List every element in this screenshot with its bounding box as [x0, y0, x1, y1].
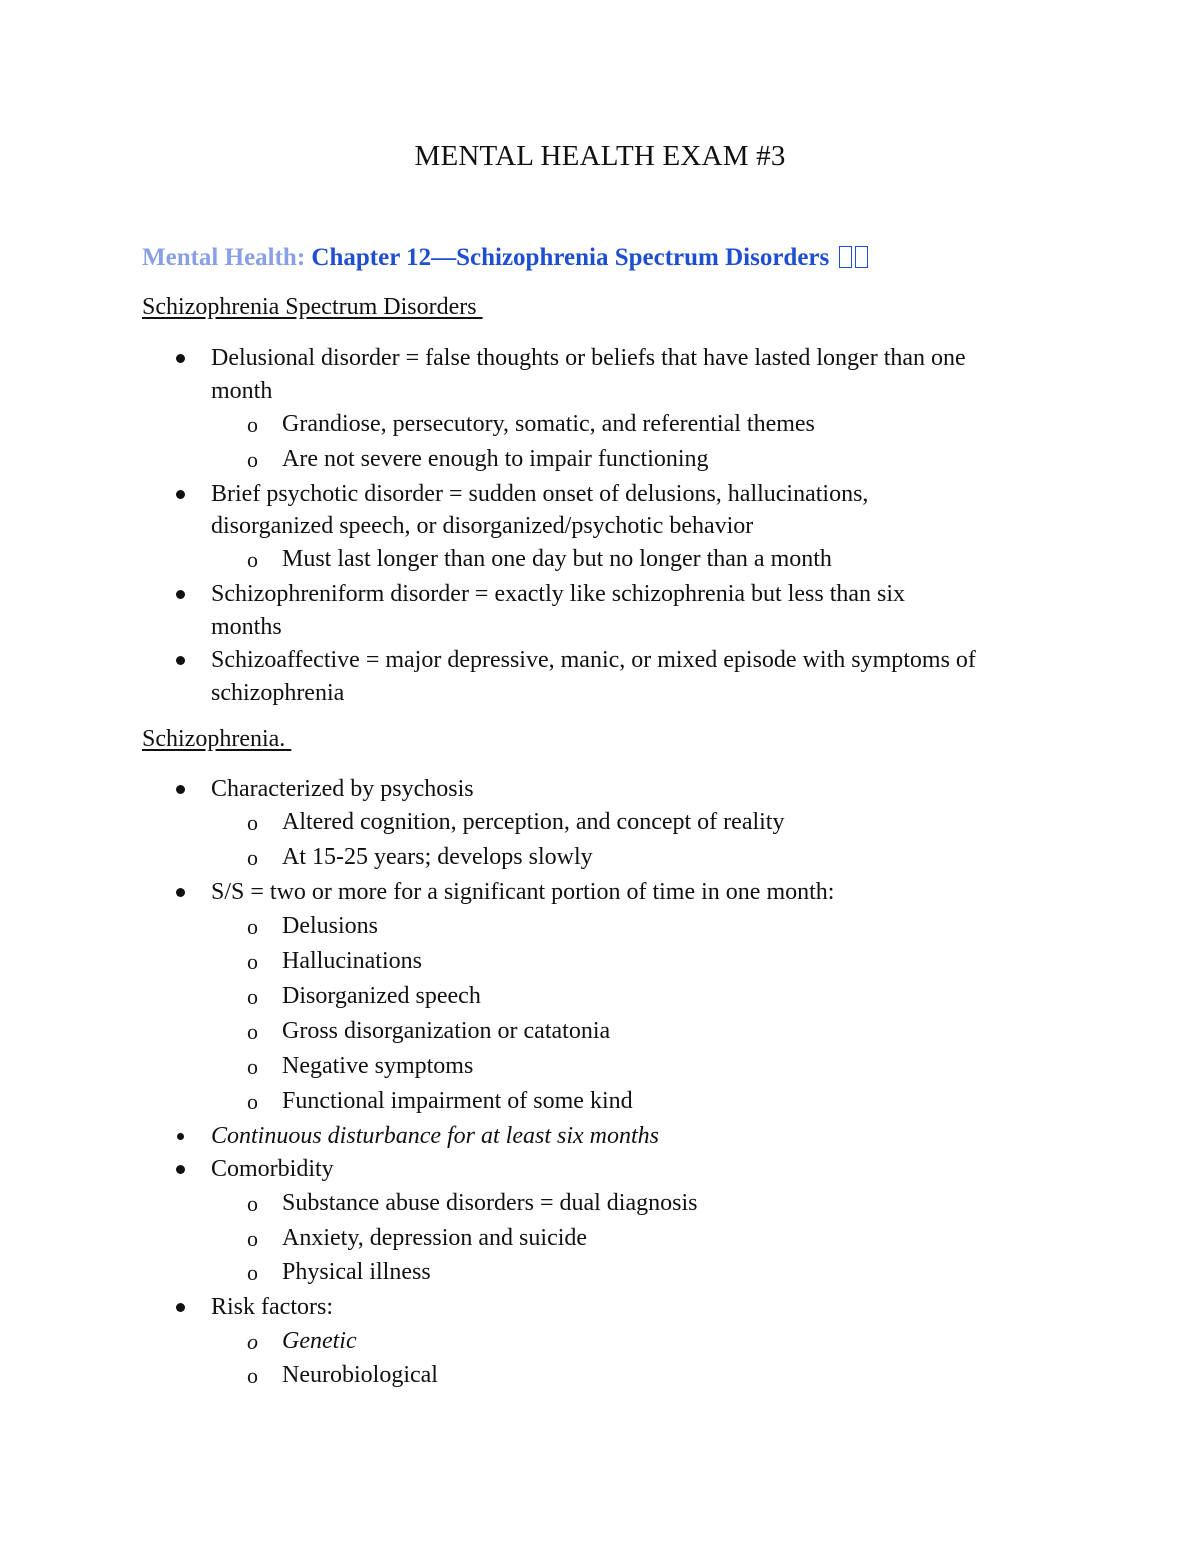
bullet-icon [176, 1303, 185, 1312]
circle-bullet-icon: o [247, 984, 258, 1009]
circle-bullet-icon: o [247, 1191, 258, 1216]
bullet-icon [176, 1165, 185, 1174]
circle-bullet-icon: o [247, 1019, 258, 1044]
circle-bullet-icon: o [247, 1363, 258, 1388]
missing-glyph-icon [839, 246, 852, 268]
circle-bullet-icon: o [247, 447, 258, 472]
bullet-icon [176, 354, 185, 363]
section-heading-spectrum: Schizophrenia Spectrum Disorders [142, 294, 483, 320]
circle-bullet-icon: o [247, 1329, 258, 1354]
bullet-icon [176, 888, 185, 897]
circle-bullet-icon: o [247, 949, 258, 974]
missing-glyph-icon [855, 246, 868, 268]
circle-bullet-icon: o [247, 1260, 258, 1285]
chapter-title: Chapter 12—Schizophrenia Spectrum Disorders [311, 244, 830, 271]
bullet-icon [176, 656, 185, 665]
chapter-prefix: Mental Health: [142, 244, 306, 271]
circle-bullet-icon: o [247, 845, 258, 870]
section-heading-schizophrenia: Schizophrenia. [142, 726, 292, 752]
bullet-icon [176, 590, 185, 599]
circle-bullet-icon: o [247, 914, 258, 939]
circle-bullet-icon: o [247, 547, 258, 572]
circle-bullet-icon: o [247, 1226, 258, 1251]
circle-bullet-icon: o [247, 810, 258, 835]
circle-bullet-icon: o [247, 412, 258, 437]
bullet-icon [176, 785, 185, 794]
circle-bullet-icon: o [247, 1089, 258, 1114]
document-page: MENTAL HEALTH EXAM #3 Mental Health: Chapter 12—Schizophrenia Spectrum Disorders Schizophrenia Spectrum Disorders Delusional disorder = false thoughts or beliefs that have lasted longer than one month o Grandiose, persecutory, somatic, and referential themes o Are not severe enough to impair functioning Brief psychotic disorder = sudden onset of delusions, hallucinations, disorganized speech, or disorganized/psychotic behavior o Must last longer than one day but no longer than a month Schizophreniform disorder = exactly like schizophrenia but less than six months Schizoaffective = major depressive, manic, or mixed episode with symptoms of schizophrenia Schizophrenia. Characterized by psychosis o Altered cognition, perception, and concept of reality o At 15-25 years; develops slowly S/S = two or more for a significant portion of time in one month: o Delusions o Hallucinations o Disorganized speech o Gross disorganization or catatonia o Negative symptoms o Functional impairment of some kind Continuous disturbance for at least six months Comorbidity o Substance abuse disorders = dual diagnosis o Anxiety, depression and suicide o Physical illness Risk factors: o Genetic o Neurobiological [0, 0, 1200, 1553]
chapter-heading [142, 244, 868, 272]
document-title: MENTAL HEALTH EXAM #3 [414, 140, 786, 172]
bullet-icon [177, 1133, 184, 1140]
bullet-icon [176, 490, 185, 499]
circle-bullet-icon: o [247, 1054, 258, 1079]
